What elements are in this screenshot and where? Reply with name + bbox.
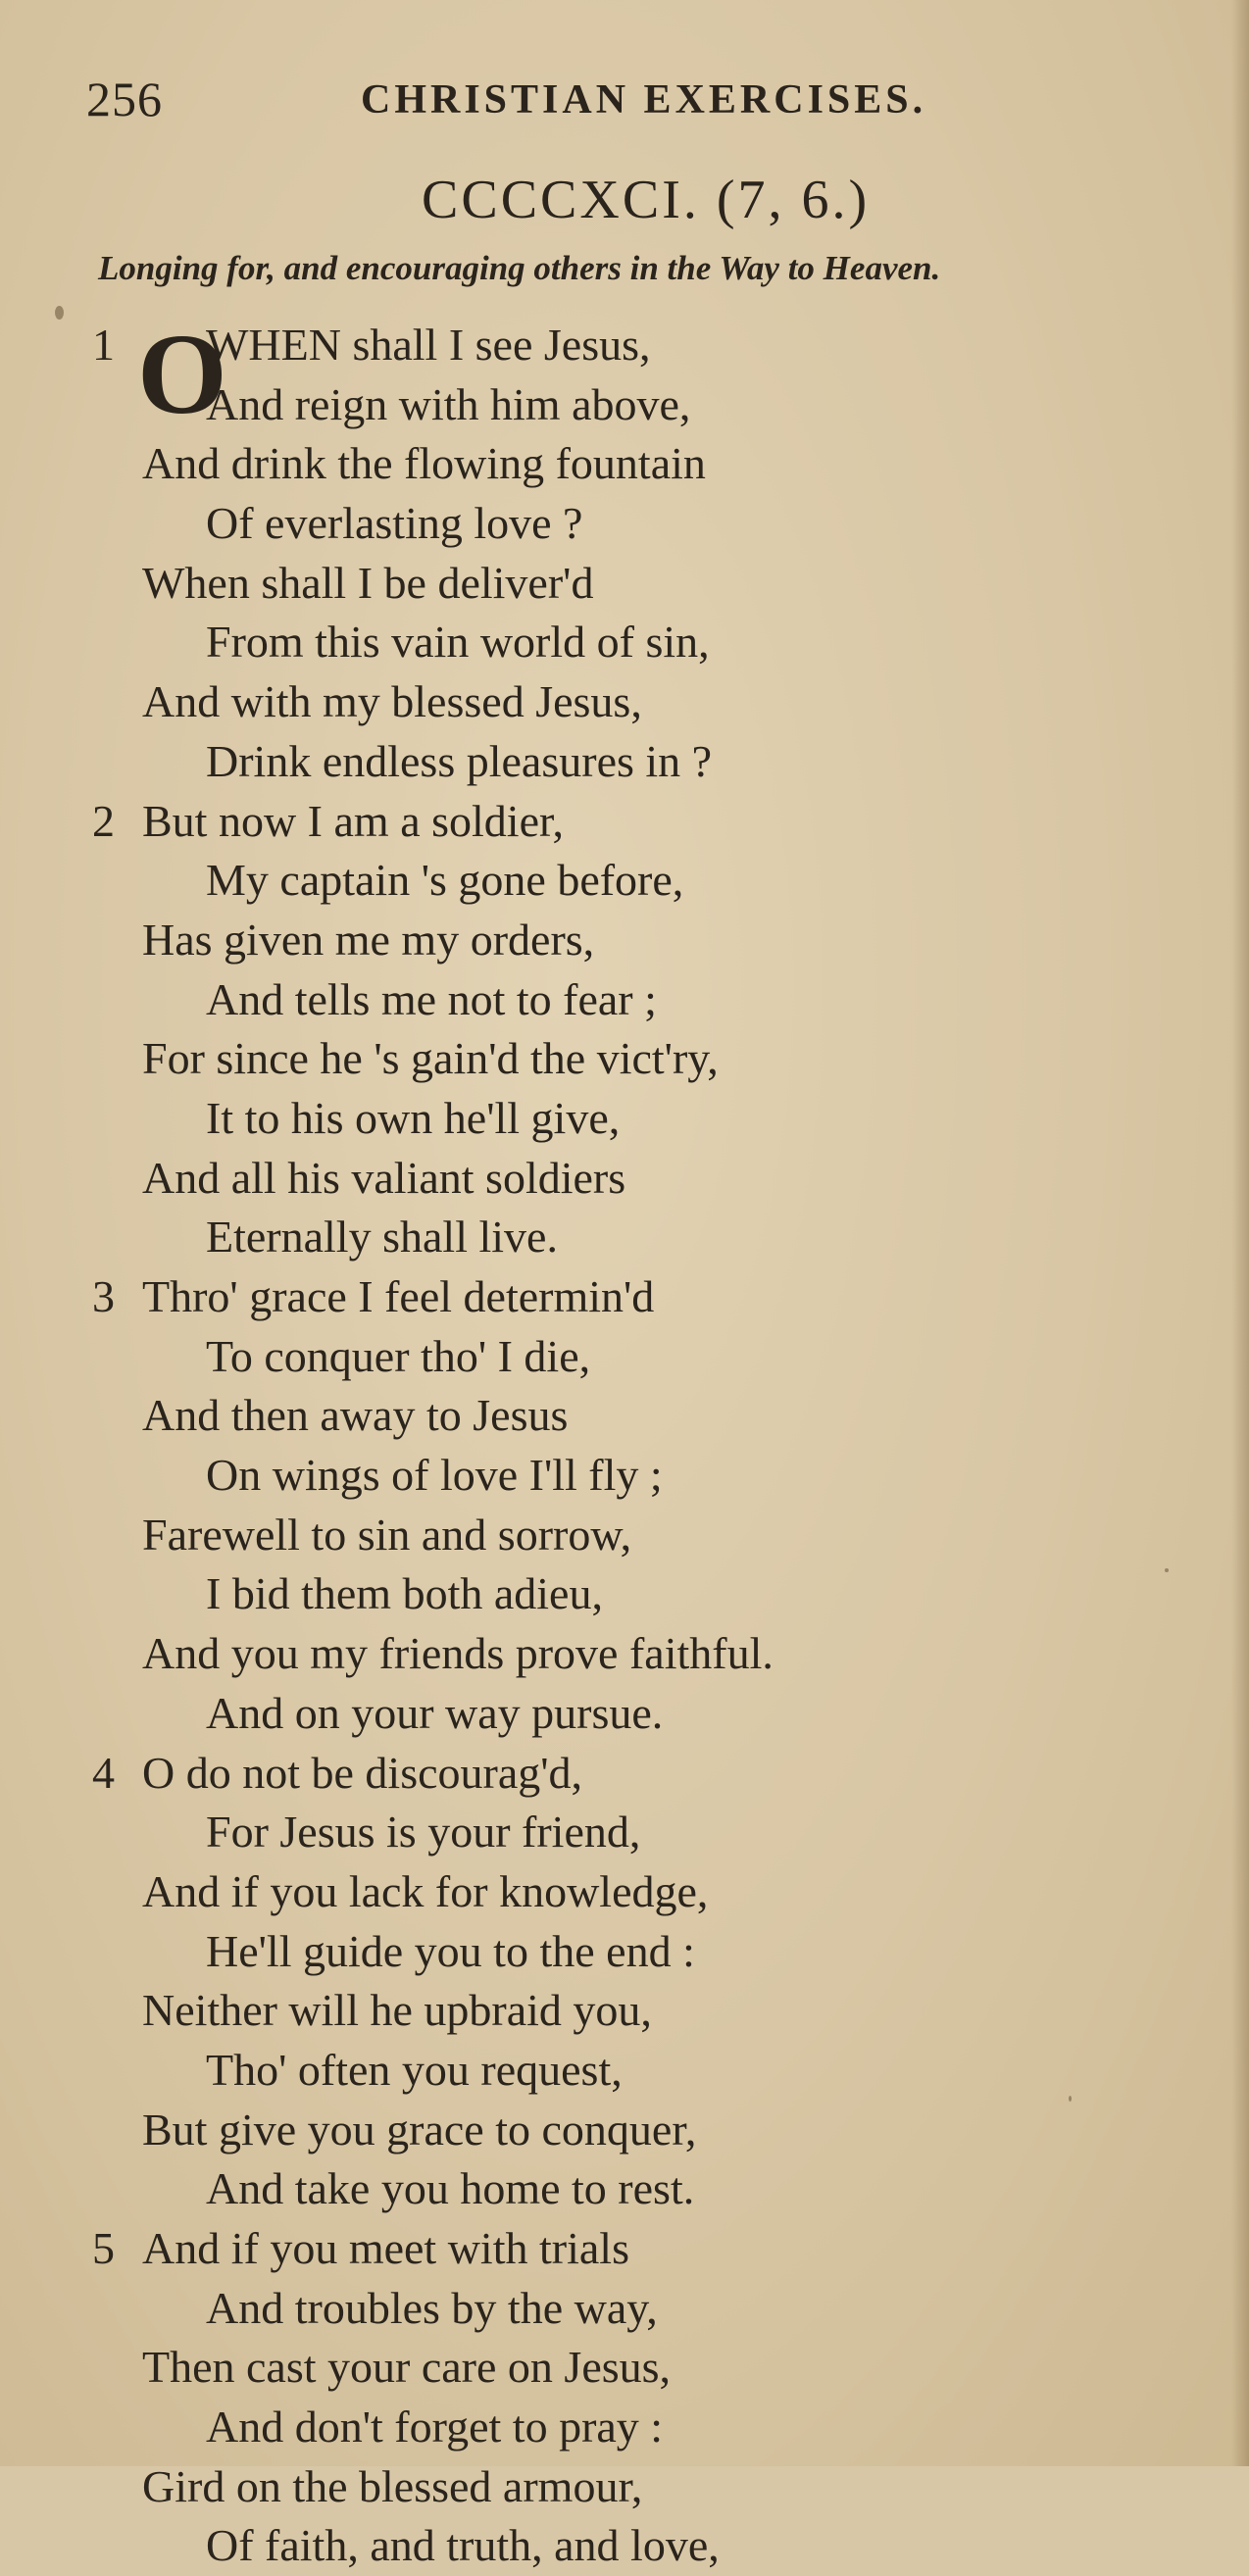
verse-line: And reign with him above, xyxy=(206,378,691,429)
hymn-number: CCCCXCI. (7, 6.) xyxy=(422,170,871,230)
verse-line: But give you grace to conquer, xyxy=(142,2104,697,2155)
verse-line: On wings of love I'll fly ; xyxy=(206,1450,663,1501)
verse-line: Thro' grace I feel determin'd xyxy=(142,1271,655,1321)
verse-line: Farewell to sin and sorrow, xyxy=(142,1509,632,1560)
verse-line: And drink the flowing fountain xyxy=(142,438,706,489)
verse-line: I bid them both adieu, xyxy=(206,1568,603,1619)
stanza xyxy=(0,1267,1249,1744)
paper-speck xyxy=(1069,2096,1072,2102)
verse-line: Of everlasting love ? xyxy=(206,498,583,549)
verse-line: And with my blessed Jesus, xyxy=(142,676,642,727)
verse-line: For since he 's gain'd the vict'ry, xyxy=(142,1033,719,1084)
book-title: CHRISTIAN EXERCISES. xyxy=(361,77,927,123)
verse-line: And take you home to rest. xyxy=(206,2163,695,2214)
paper-speck xyxy=(1165,1568,1169,1572)
verse-line: From this vain world of sin, xyxy=(206,617,710,668)
stanza xyxy=(0,2219,1249,2576)
stanza xyxy=(0,792,1249,1268)
verse-line: And troubles by the way, xyxy=(206,2282,658,2333)
verse-line: And all his valiant soldiers xyxy=(142,1152,626,1203)
running-header xyxy=(86,71,1184,139)
verse-line: And then away to Jesus xyxy=(142,1390,569,1441)
hymn-title: Longing for, and encouraging others in the Way to Heaven. xyxy=(98,249,941,287)
stanza-number: 3 xyxy=(92,1271,115,1321)
verse-line: And don't forget to pray : xyxy=(206,2402,664,2452)
verse-line: Neither will he upbraid you, xyxy=(142,1985,652,2036)
verse-line: Tho' often you request, xyxy=(206,2044,623,2095)
stanza xyxy=(0,310,1249,792)
stanza-number: 5 xyxy=(92,2223,115,2273)
verse-line: And on your way pursue. xyxy=(206,1687,664,1738)
verse-line: And tells me not to fear ; xyxy=(206,973,657,1024)
verse-line: Drink endless pleasures in ? xyxy=(206,735,713,786)
drop-cap: O xyxy=(137,310,227,438)
paper-speck xyxy=(55,306,64,320)
stanza-number: 2 xyxy=(92,795,115,846)
verse-line: When shall I be deliver'd xyxy=(142,557,594,608)
verse-line: And you my friends prove faithful. xyxy=(142,1628,774,1679)
hymn-body xyxy=(0,310,1249,2576)
page-number: 256 xyxy=(86,72,163,126)
verse-line: Has given me my orders, xyxy=(142,914,595,965)
verse-line: He'll guide you to the end : xyxy=(206,1925,695,1976)
stanza xyxy=(0,1744,1249,2220)
verse-line: But now I am a soldier, xyxy=(142,795,564,846)
verse-line: It to his own he'll give, xyxy=(206,1092,621,1143)
verse-line: Gird on the blessed armour, xyxy=(142,2460,643,2511)
stanza-number: 1 xyxy=(92,320,115,370)
verse-line: And if you lack for knowledge, xyxy=(142,1865,709,1916)
verse-line: Then cast your care on Jesus, xyxy=(142,2342,672,2393)
verse-line: And if you meet with trials xyxy=(142,2223,629,2273)
verse-line: To conquer tho' I die, xyxy=(206,1330,591,1381)
verse-line: For Jesus is your friend, xyxy=(206,1807,641,1858)
verse-line: WHEN shall I see Jesus, xyxy=(206,320,651,370)
verse-line: O do not be discourag'd, xyxy=(142,1747,583,1798)
verse-line: My captain 's gone before, xyxy=(206,855,684,906)
stanza-number: 4 xyxy=(92,1747,115,1798)
verse-line: Of faith, and truth, and love, xyxy=(206,2520,720,2571)
verse-line: Eternally shall live. xyxy=(206,1212,558,1263)
